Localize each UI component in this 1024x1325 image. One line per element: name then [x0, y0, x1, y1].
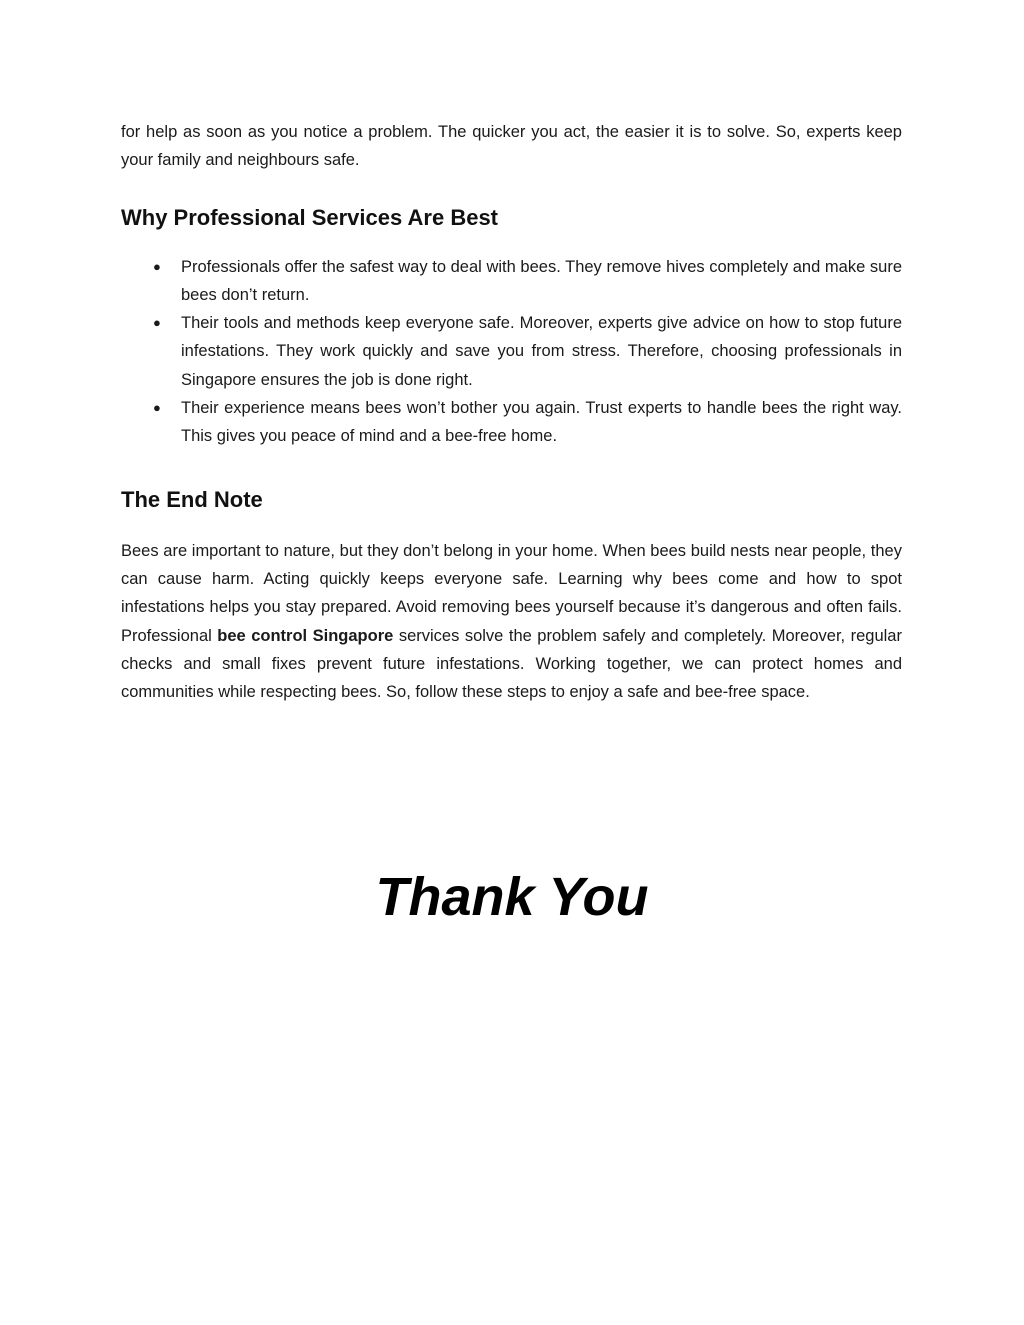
- list-item: [121, 394, 902, 451]
- bullet-icon: ●: [153, 315, 161, 331]
- document-page: [121, 118, 902, 706]
- list-item-text: Professionals offer the safest way to deal with bees. They remove hives completely and make sure bees don’t return.: [181, 257, 902, 304]
- end-note-text-end: services solve the problem safely and completely. Moreover, regular checks and small fixes prevent future infestations. Working together, we can protect homes and communities while respecting bees. So, follow these steps to enjoy a safe and bee-free space.: [121, 626, 902, 702]
- end-note-heading: The End Note: [121, 486, 263, 512]
- list-item: [121, 253, 902, 310]
- bullet-icon: ●: [153, 400, 161, 416]
- end-note-text-start: Bees are important to nature, but they don’t belong in your home. When bees build nests near people, they can cause harm. Acting quickly keeps everyone safe. Learning why bees come and how to spot infestations helps you stay prepared. Avoid removing bees yourself because it’s dangerous and often fails. Professional: [121, 541, 902, 645]
- thank-you-closing: Thank You: [375, 867, 649, 927]
- why-professional-list: [121, 253, 902, 451]
- list-item: [121, 309, 902, 394]
- end-note-paragraph: [121, 537, 902, 707]
- why-professional-heading: Why Professional Services Are Best: [121, 204, 499, 230]
- bee-control-keyword: bee control Singapore: [217, 626, 394, 645]
- list-item-text: Their experience means bees won’t bother you again. Trust experts to handle bees the right way. This gives you peace of mind and a bee-free home.: [181, 399, 902, 446]
- list-item-text: Their tools and methods keep everyone safe. Moreover, experts give advice on how to stop future infestations. They work quickly and save you from stress. Therefore, choosing professionals in Singapore ensures the job is done right.: [181, 314, 902, 389]
- intro-paragraph: for help as soon as you notice a problem. The quicker you act, the easier it is to solve. So, experts keep your family and neighbours safe.: [121, 123, 902, 170]
- bullet-icon: ●: [153, 258, 161, 274]
